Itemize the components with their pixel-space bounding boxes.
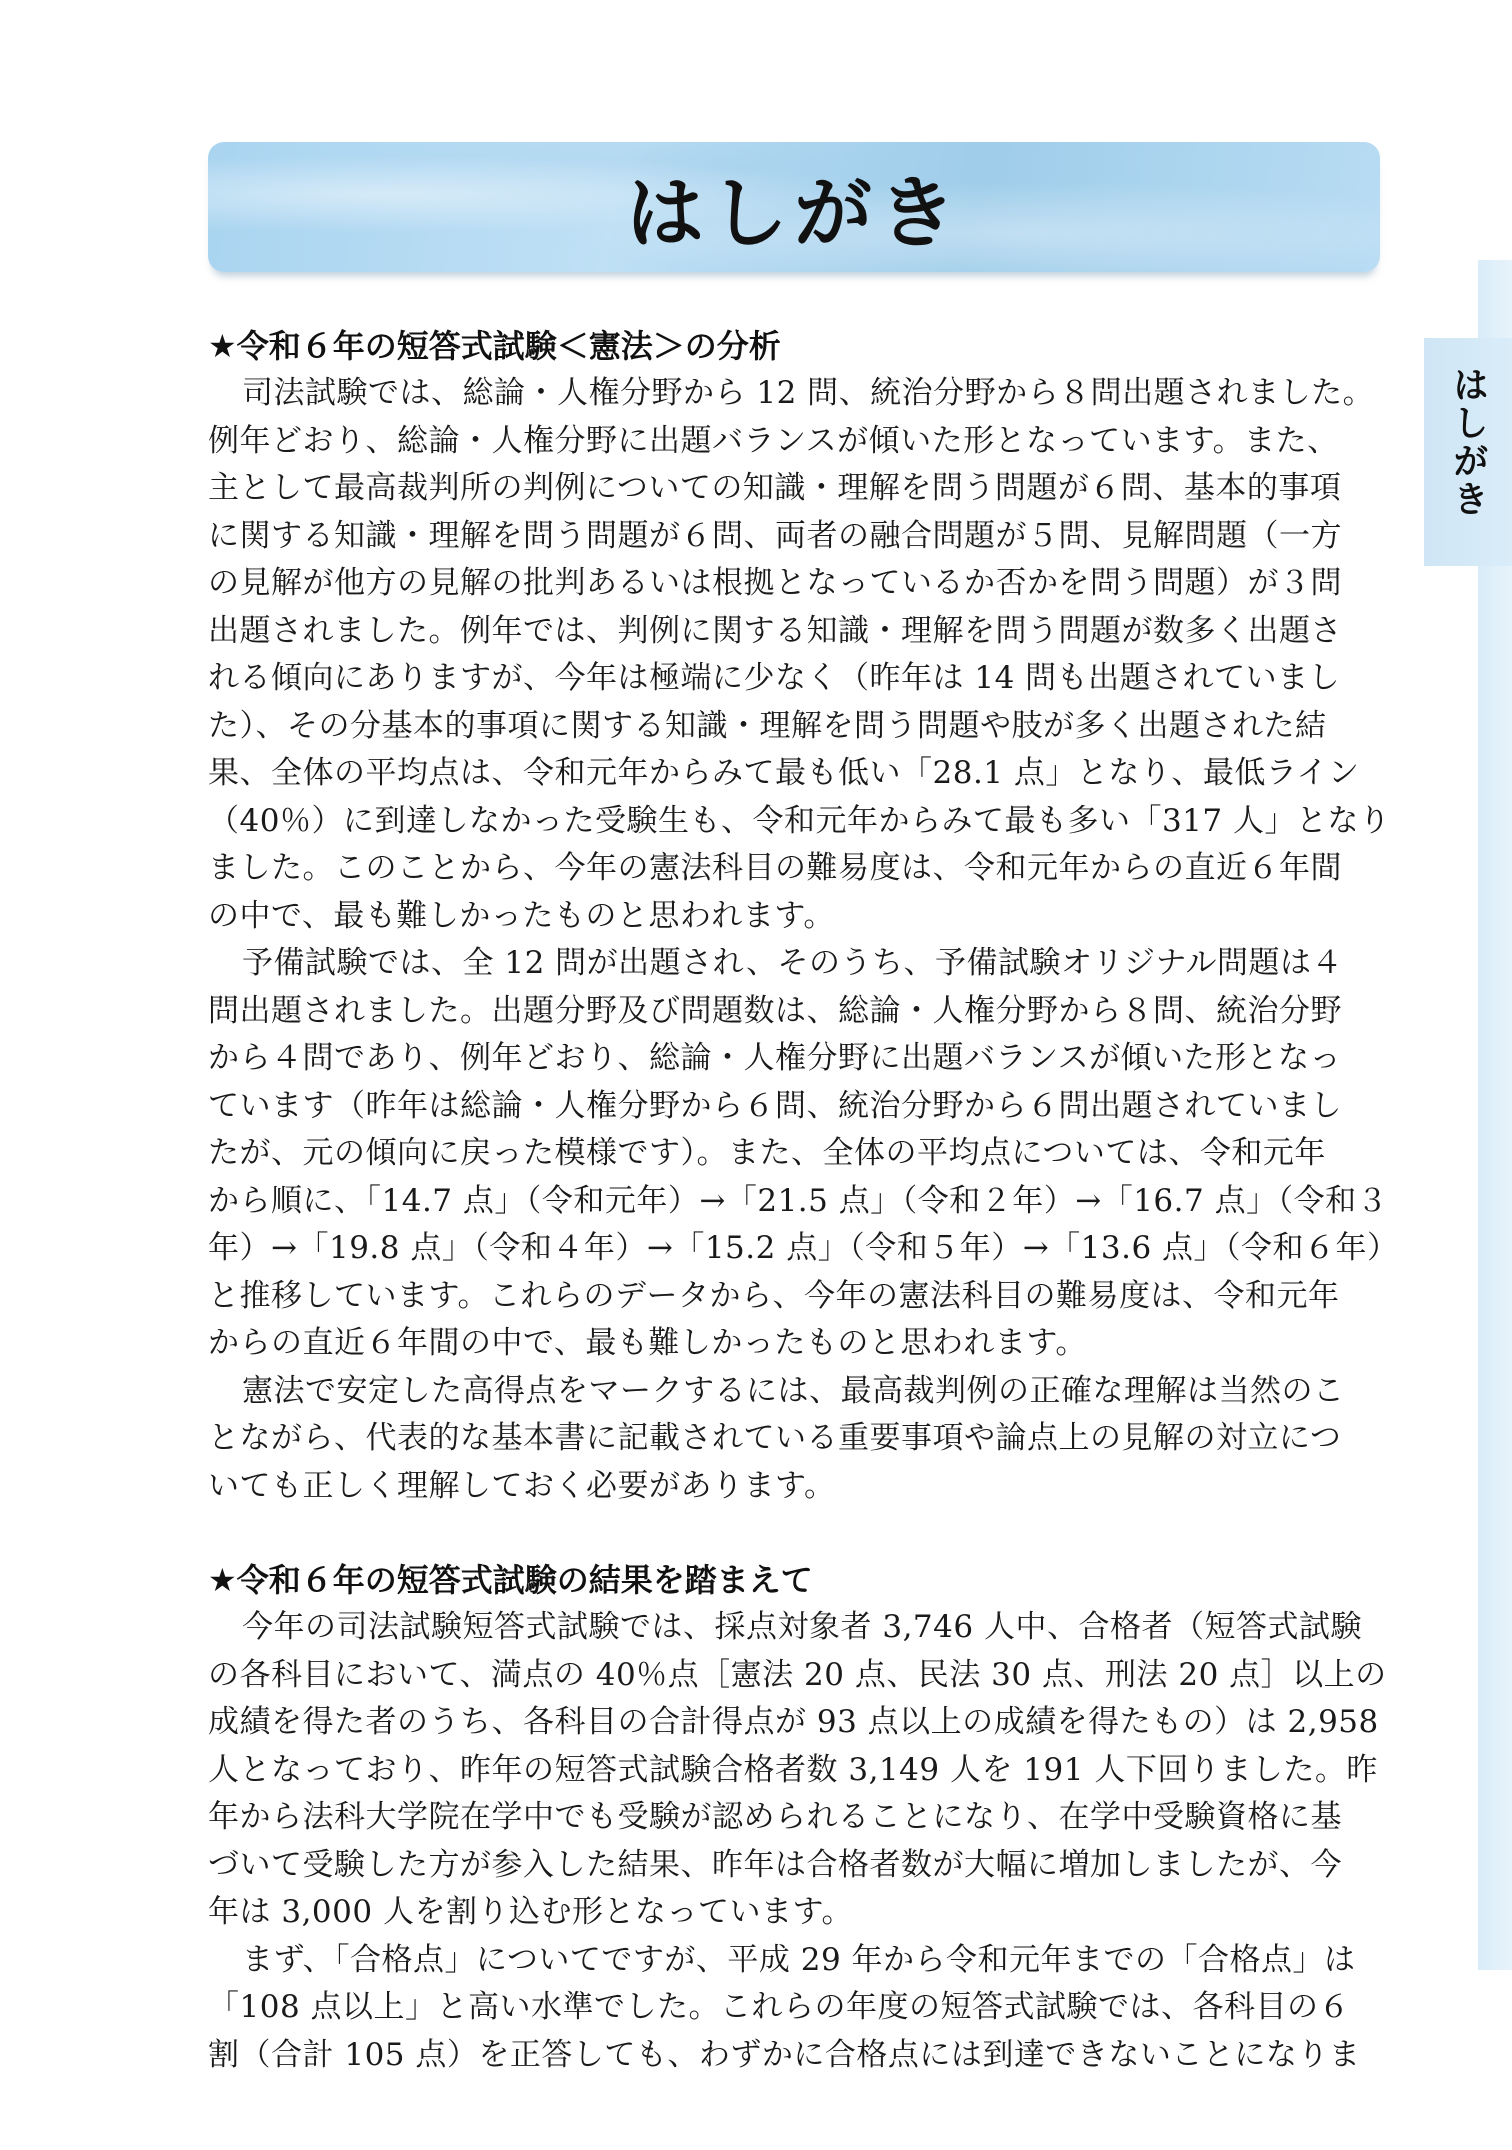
title-banner [208,142,1380,272]
text-line: 憲法で安定した高得点をマークするには、最高裁判例の正確な理解は当然のこ [242,1372,1345,1409]
text-line: 年は 3,000 人を割り込む形となっています。 [208,1894,853,1930]
text-line: 「108 点以上」と高い水準でした。これらの年度の短答式試験では、各科目の６ [208,1989,1351,2025]
text-line: から順に、「14.7 点」（令和元年）→「21.5 点」（令和２年）→「16.7 点」（令和３ [208,1182,1389,1219]
text-line: の見解が他方の見解の批判あるいは根拠となっているか否かを問う問題）が３問 [208,565,1342,601]
text-line: いても正しく理解しておく必要があります。 [208,1467,836,1504]
section-heading: ★令和６年の短答式試験の結果を踏まえて [208,1561,813,1599]
text-line: から４問であり、例年どおり、総論・人権分野に出題バランスが傾いた形となっ [208,1040,1342,1076]
text-line: と推移しています。これらのデータから、今年の憲法科目の難易度は、令和元年 [208,1277,1340,1314]
paragraph [208,1604,1387,1937]
text-line: 主として最高裁判所の判例についての知識・理解を問う問題が６問、基本的事項 [208,470,1342,506]
chapter-side-tab[interactable] [1424,338,1512,566]
paragraph [208,1937,1380,2080]
text-line: た）、その分基本的事項に関する知識・理解を問う問題や肢が多く出題された結 [208,707,1327,744]
text-line: 果、全体の平均点は、令和元年からみて最も低い「28.1 点」となり、最低ライン [208,755,1360,791]
section-heading: ★令和６年の短答式試験＜憲法＞の分析 [208,327,781,365]
text-line: れる傾向にありますが、今年は極端に少なく（昨年は 14 問も出題されていまし [208,660,1341,696]
text-line: づいて受験した方が参入した結果、昨年は合格者数が大幅に増加しましたが、今 [208,1846,1342,1883]
text-line: まず、「合格点」についてですが、平成 29 年から令和元年までの「合格点」は [242,1941,1356,1978]
paragraph [208,1368,1380,1511]
section-spacer [208,1510,1380,1556]
paragraph [208,940,1399,1368]
text-line: 年から法科大学院在学中でも受験が認められることになり、在学中受験資格に基 [208,1799,1342,1835]
text-line: 司法試験では、総論・人権分野から 12 問、統治分野から８問出題されました。 [242,375,1375,411]
text-line: 人となっており、昨年の短答式試験合格者数 3,149 人を 191 人下回りました。昨 [208,1751,1378,1788]
text-line: からの直近６年間の中で、最も難しかったものと思われます。 [208,1325,1087,1361]
text-line: 問出題されました。出題分野及び問題数は、総論・人権分野から８問、統治分野 [208,992,1342,1029]
text-line: 年）→「19.8 点」（令和４年）→「15.2 点」（令和５年）→「13.6 点」（令和６年） [208,1230,1399,1266]
page-title: はしがき [625,169,962,259]
text-line: 予備試験では、全 12 問が出題され、そのうち、予備試験オリジナル問題は４ [242,945,1343,981]
side-tab-label: はしがき [1447,366,1489,518]
text-line: （40％）に到達しなかった受験生も、令和元年からみて最も多い「317 人」となり [208,802,1391,839]
main-content [208,322,1399,2079]
text-line: 出題されました。例年では、判例に関する知識・理解を問う問題が数多く出題さ [208,612,1342,649]
text-line: の中で、最も難しかったものと思われます。 [208,897,835,934]
text-line: に関する知識・理解を問う問題が６問、両者の融合問題が５問、見解問題（一方 [208,517,1342,554]
paragraph [208,370,1391,940]
text-line: 今年の司法試験短答式試験では、採点対象者 3,746 人中、合格者（短答式試験 [242,1609,1362,1645]
text-line: 割（合計 105 点）を正答しても、わずかに合格点には到達できないことになりま [208,2036,1361,2073]
text-line: ました。このことから、今年の憲法科目の難易度は、令和元年からの直近６年間 [208,850,1342,886]
text-line: ています（昨年は総論・人権分野から６問、統治分野から６問出題されていまし [208,1087,1342,1124]
text-line: 成績を得た者のうち、各科目の合計得点が 93 点以上の成績を得たもの）は 2,958 [208,1704,1379,1740]
text-line: たが、元の傾向に戻った模様です）。また、全体の平均点については、令和元年 [208,1135,1326,1171]
text-line: の各科目において、満点の 40％点［憲法 20 点、民法 30 点、刑法 20 点］以上の [208,1656,1387,1693]
text-line: とながら、代表的な基本書に記載されている重要事項や論点上の見解の対立につ [208,1420,1342,1456]
text-line: 例年どおり、総論・人権分野に出題バランスが傾いた形となっています。また、 [208,422,1339,459]
